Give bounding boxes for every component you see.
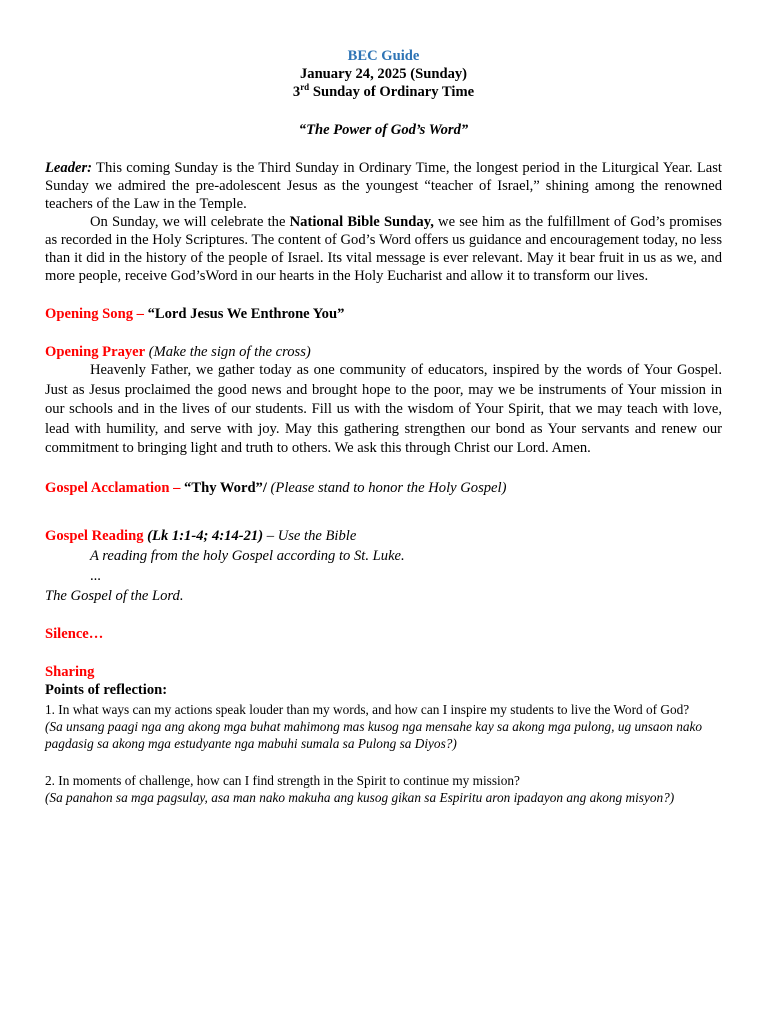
- occasion-text: Sunday of Ordinary Time: [309, 84, 475, 100]
- ordinal-suffix: rd: [300, 82, 310, 93]
- gospel-closing: The Gospel of the Lord.: [45, 587, 184, 604]
- acclamation-label: Gospel Acclamation –: [45, 479, 185, 496]
- gospel-ellipsis: ...: [90, 567, 101, 584]
- document-page: [45, 47, 722, 806]
- question-2-translation: (Sa panahon sa mga pagsulay, asa man nako makuha ang kusog gikan sa Espiritu aron ipadayon ang akong misyon?): [45, 789, 675, 805]
- bible-sunday-paragraph: On Sunday, we will celebrate the National Bible Sunday, we see him as the fulfillment of God’s promises as recorded in the Holy Scriptures. The content of God’s Word offers us guidance and encouragement today, no less than it did in the history of the people of Israel. Its vital message is ever relevant. May it bear fruit in us as we, and more people, receive God’sWord in our hearts in the Holy Eucharist and allow it to transform our lives.: [45, 214, 722, 284]
- acclamation-note: (Please stand to honor the Holy Gospel): [266, 479, 507, 496]
- sharing-heading: Sharing: [45, 663, 95, 680]
- ordinal-number: 3: [292, 84, 301, 100]
- question-1-translation: (Sa unsang paagi nga ang akong mga buhat mahimong mas kusog nga mensahe kay sa akong mga pulong, ug unsaon nako pagdasig sa akong mga estudyante nga mabuhi sumala sa Pulong sa Diyos?): [45, 718, 703, 751]
- gospel-reference: (Lk 1:1-4; 4:14-21): [143, 527, 264, 544]
- gospel-reading-heading: Gospel Reading (Lk 1:1-4; 4:14-21) – Use the Bible: [45, 527, 357, 544]
- gospel-reading-label: Gospel Reading: [45, 527, 144, 544]
- national-bible-sunday: National Bible Sunday,: [289, 214, 434, 230]
- points-of-reflection: Points of reflection:: [45, 681, 168, 698]
- guide-title: BEC Guide: [347, 48, 420, 64]
- date-line: January 24, 2025 (Sunday): [299, 66, 468, 82]
- gospel-acclamation: [45, 479, 722, 497]
- opening-prayer-note: (Make the sign of the cross): [145, 344, 311, 360]
- occasion-line: [45, 83, 722, 101]
- question-1: 1. In what ways can my actions speak louder than my words, and how can I inspire my students to live the Word of God?: [45, 701, 690, 717]
- gospel-intro: A reading from the holy Gospel according to St. Luke.: [90, 547, 405, 564]
- gospel-use-bible: Use the Bible: [277, 527, 357, 544]
- leader-label: Leader:: [45, 160, 93, 176]
- acclamation-title: “Thy Word”/: [184, 479, 267, 496]
- theme-title: “The Power of God’s Word”: [298, 122, 469, 138]
- question-2: 2. In moments of challenge, how can I find strength in the Spirit to continue my mission?: [45, 772, 520, 788]
- opening-song: [45, 305, 722, 323]
- opening-prayer-heading: [45, 343, 722, 361]
- leader-paragraph: [45, 159, 722, 213]
- opening-prayer-text: Heavenly Father, we gather today as one community of educators, inspired by the words of Your Gospel. Just as Jesus proclaimed the good news and brought hope to the poor, may we be instruments of Your mission in our schools and in the lives of our students. Fill us with the wisdom of Your Spirit, that we may teach with love, lead with humility, and serve with joy. May this gathering strengthen our bond as Your servants and renew our commitment to bringing light and truth to others. We ask this through Christ our Lord. Amen.: [45, 362, 722, 456]
- leader-text: This coming Sunday is the Third Sunday in Ordinary Time, the longest period in the Liturgical Year. Last Sunday we admired the pre-adolescent Jesus as the youngest “teacher of Israel,” shining among the renowned teachers of the Law in the Temple.: [45, 160, 722, 212]
- silence-heading: Silence…: [45, 625, 104, 642]
- opening-song-title: “Lord Jesus We Enthrone You”: [147, 306, 345, 322]
- opening-song-label: Opening Song –: [45, 306, 148, 322]
- opening-prayer-label: Opening Prayer: [45, 344, 146, 360]
